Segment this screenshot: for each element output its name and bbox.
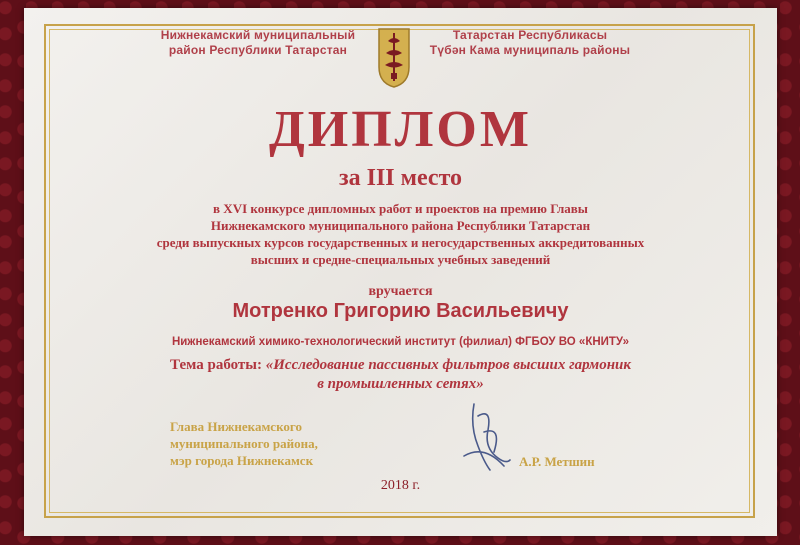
recipient-name: Мотренко Григорию Васильевичу xyxy=(232,300,569,322)
institution-name: Нижнекамский химико-технологический институт (филиал) ФГБОУ ВО «КНИТУ» xyxy=(171,336,630,348)
award-description xyxy=(64,200,737,268)
theme-line2: в промышленных сетях» xyxy=(317,376,484,392)
award-place: за III место xyxy=(338,165,463,191)
diploma-title: ДИПЛОМ xyxy=(269,101,532,158)
work-theme xyxy=(84,356,717,394)
theme-label: Тема работы: xyxy=(170,357,262,373)
role-line: мэр города Нижнекамск xyxy=(170,453,314,468)
body-line: среди выпускных курсов государственных и негосударственных аккредитованных xyxy=(156,235,645,250)
coat-of-arms-icon xyxy=(377,27,411,89)
role-line: муниципального района, xyxy=(170,436,318,451)
header-right-line2: Түбән Кама муниципаль районы xyxy=(429,43,631,57)
body-line: Нижнекамского муниципального района Республики Татарстан xyxy=(210,218,591,233)
header-right xyxy=(425,28,635,58)
diploma-document xyxy=(24,8,777,536)
signatory-name: А.Р. Метшин xyxy=(519,454,595,469)
header-left-line2: район Республики Татарстан xyxy=(168,43,348,57)
header-right-line1: Татарстан Республикасы xyxy=(452,28,608,42)
theme-line1: «Исследование пассивных фильтров высших гармоник xyxy=(265,357,631,373)
issue-year: 2018 г. xyxy=(380,478,421,493)
header-left-line1: Нижнекамский муниципальный xyxy=(160,28,356,42)
signatory-role xyxy=(170,418,350,469)
awarded-label: вручается xyxy=(368,284,433,299)
role-line: Глава Нижнекамского xyxy=(170,419,302,434)
body-line: высших и средне-специальных учебных заведений xyxy=(250,252,551,267)
header-left xyxy=(158,28,358,58)
body-line: в XVI конкурсе дипломных работ и проектов на премию Главы xyxy=(213,201,588,216)
